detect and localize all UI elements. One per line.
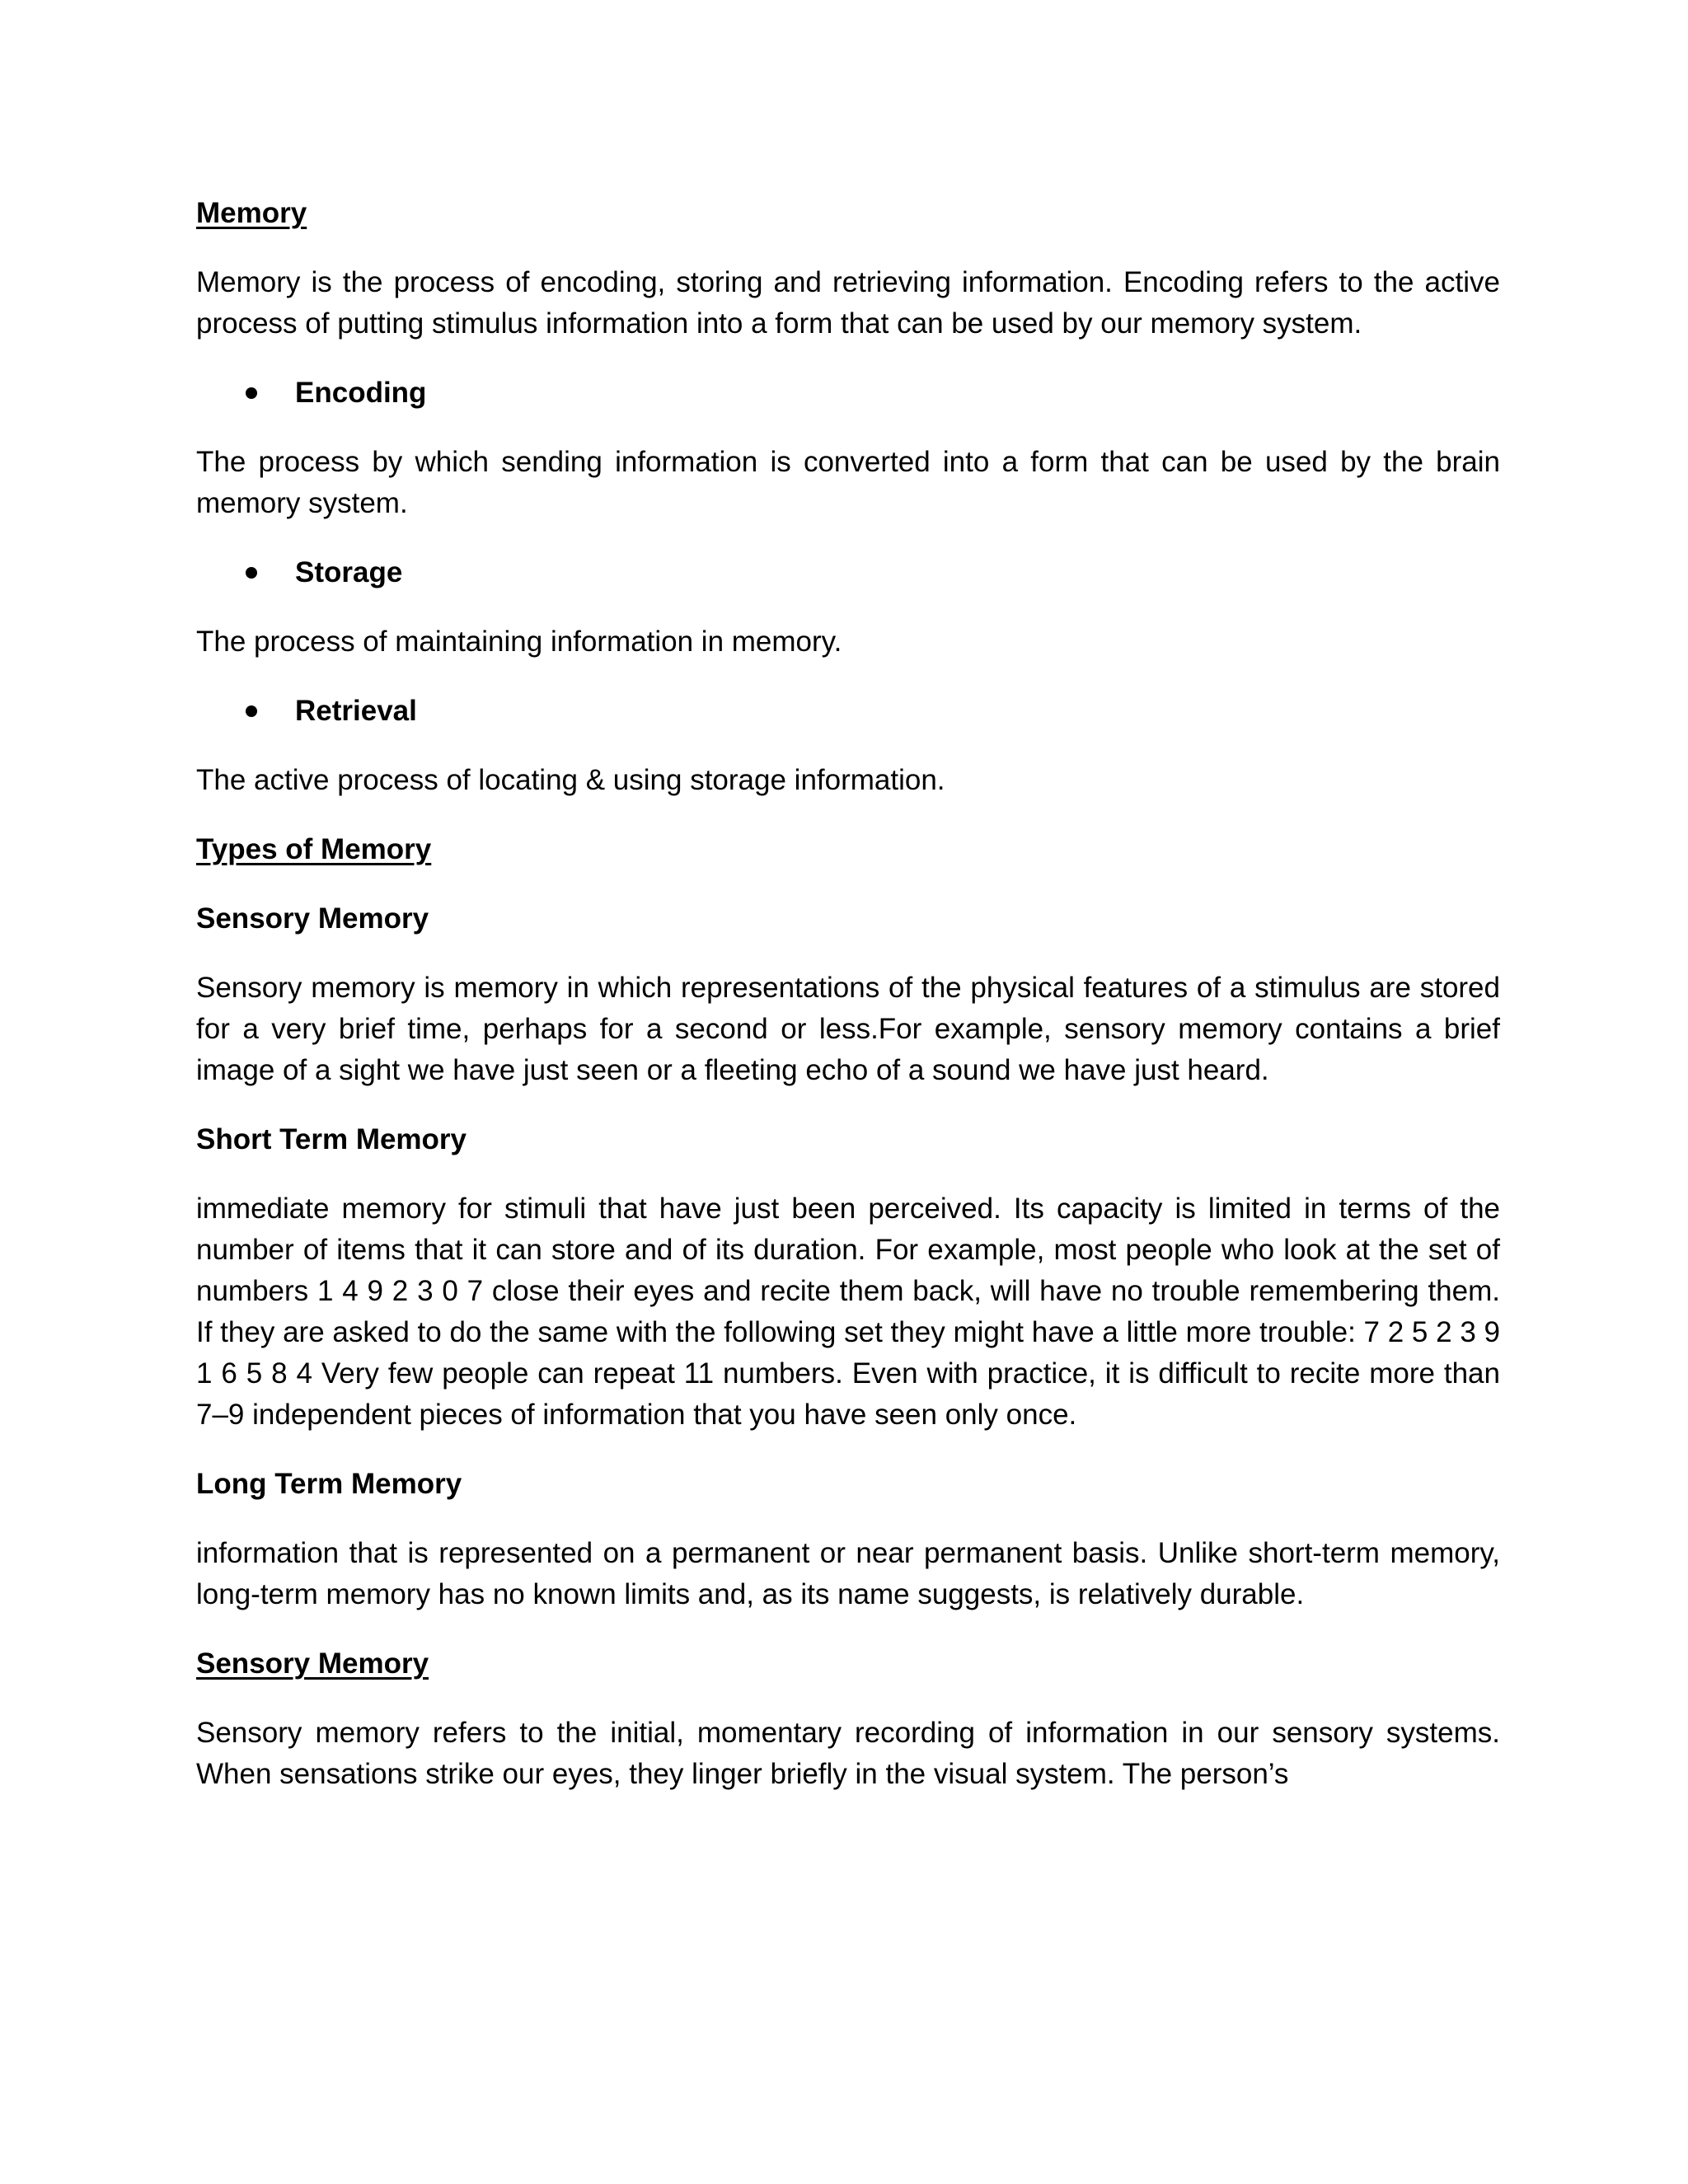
- long-term-memory-subheading: Long Term Memory: [196, 1468, 462, 1500]
- sensory-memory-paragraph: Sensory memory is memory in which representations of the physical features of a stimulus are stored for a very brief time, perhaps for a second or less.For example, sensory memory contains a brief image of a sight we have just seen or a fleeting echo of a sound we have just heard.: [196, 972, 1500, 1086]
- storage-paragraph: The process of maintaining information in memory.: [196, 626, 842, 658]
- retrieval-paragraph: The active process of locating & using storage information.: [196, 764, 945, 796]
- memory-intro-paragraph: Memory is the process of encoding, storing and retrieving information. Encoding refers to the active process of putting stimulus information into a form that can be used by our memory system.: [196, 266, 1500, 340]
- sensory-memory-section-paragraph: Sensory memory refers to the initial, momentary recording of information in our sensory systems. When sensations strike our eyes, they linger briefly in the visual system. The person’s: [196, 1717, 1500, 1790]
- bullet-storage: [196, 552, 1500, 593]
- encoding-paragraph: The process by which sending information is converted into a form that can be used by the brain memory system.: [196, 446, 1500, 519]
- bullet-retrieval: [196, 691, 1500, 732]
- short-term-memory-subheading: Short Term Memory: [196, 1123, 467, 1155]
- types-of-memory-heading: Types of Memory: [196, 833, 432, 865]
- memory-heading: Memory: [196, 197, 307, 229]
- bullet-dot-icon: [246, 705, 257, 717]
- bullet-storage-label: Storage: [295, 556, 403, 588]
- bullet-encoding: [196, 373, 1500, 414]
- sensory-memory-section-heading: Sensory Memory: [196, 1647, 429, 1680]
- short-term-memory-paragraph: immediate memory for stimuli that have just been perceived. Its capacity is limited in terms of the number of items that it can store and of its duration. For example, most people who look at the set of numbers 1 4 9 2 3 0 7 close their eyes and recite them back, will have no trouble remembering them. If they are asked to do the same with the following set they might have a little more trouble: 7 2 5 2 3 9 1 6 5 8 4 Very few people can repeat 11 numbers. Even with practice, it is difficult to recite more than 7–9 independent pieces of information that you have seen only once.: [196, 1193, 1500, 1431]
- bullet-encoding-label: Encoding: [295, 377, 427, 409]
- sensory-memory-subheading: Sensory Memory: [196, 902, 429, 935]
- bullet-dot-icon: [246, 567, 257, 579]
- long-term-memory-paragraph: information that is represented on a permanent or near permanent basis. Unlike short-term memory, long-term memory has no known limits and, as its name suggests, is relatively durable.: [196, 1537, 1500, 1610]
- bullet-dot-icon: [246, 387, 257, 399]
- bullet-retrieval-label: Retrieval: [295, 695, 417, 727]
- document-page: [196, 193, 1500, 1823]
